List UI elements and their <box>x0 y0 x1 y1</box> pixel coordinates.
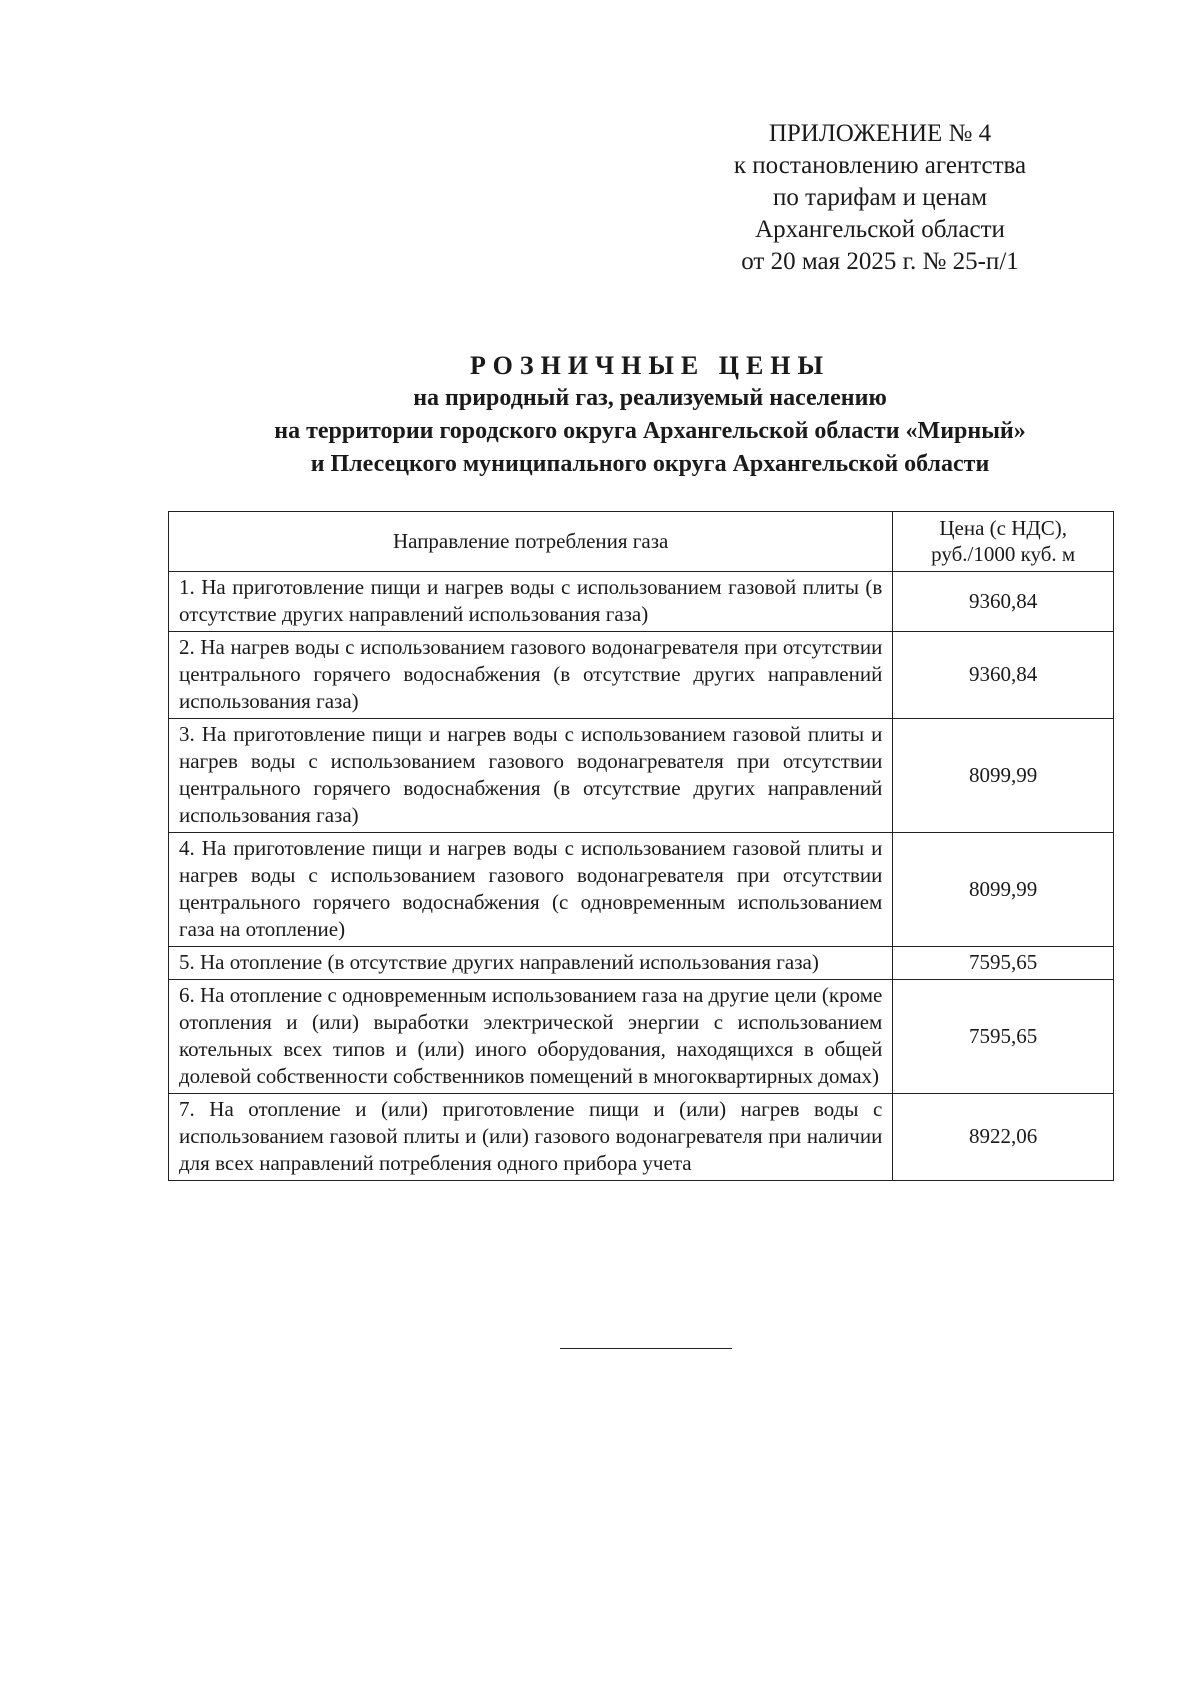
row-price-cell: 7595,65 <box>893 980 1114 1094</box>
row-price-cell: 8099,99 <box>893 719 1114 833</box>
table-row <box>169 572 1114 632</box>
appendix-reference-line: к постановлению агентства <box>733 152 1027 179</box>
column-header-direction: Направление потребления газа <box>169 512 893 572</box>
table-row <box>169 947 1114 980</box>
document-title: РОЗНИЧНЫЕ ЦЕНЫ <box>469 351 831 380</box>
row-direction-cell: 1. На приготовление пищи и нагрев воды с использованием газовой плиты (в отсутствие других направлений использования газа) <box>169 572 893 632</box>
row-direction-cell: 5. На отопление (в отсутствие других направлений использования газа) <box>169 947 893 980</box>
price-table <box>168 511 1114 1181</box>
table-row <box>169 833 1114 947</box>
document-subtitle-line: и Плесецкого муниципального округа Архангельской области <box>310 451 990 477</box>
document-title-block <box>120 350 1180 481</box>
row-direction-cell: 2. На нагрев воды с использованием газового водонагревателя при отсутствии центрального горячего водоснабжения (в отсутствие других направлений использования газа) <box>169 632 893 719</box>
row-direction-cell: 6. На отопление с одновременным использованием газа на другие цели (кроме отопления и (или) выработки электрической энергии с использованием котельных всех типов и (или) иного оборудования, находящихся в общей долевой собственности собственников помещений в многоквартирных домах) <box>169 980 893 1094</box>
table-row <box>169 980 1114 1094</box>
row-direction-cell: 7. На отопление и (или) приготовление пищи и (или) нагрев воды с использованием газовой плиты и (или) газового водонагревателя при наличии для всех направлений потребления одного прибора учета <box>169 1094 893 1181</box>
row-price-cell: 8922,06 <box>893 1094 1114 1181</box>
row-price-cell: 9360,84 <box>893 572 1114 632</box>
appendix-reference-line: Архангельской области <box>755 216 1005 243</box>
row-price-cell: 9360,84 <box>893 632 1114 719</box>
appendix-header <box>690 118 1070 278</box>
row-direction-cell: 4. На приготовление пищи и нагрев воды с использованием газовой плиты и нагрев воды с использованием газового водонагревателя при отсутствии центрального горячего водоснабжения (с одновременным использованием газа на отопление) <box>169 833 893 947</box>
row-price-cell: 7595,65 <box>893 947 1114 980</box>
row-price-cell: 8099,99 <box>893 833 1114 947</box>
appendix-reference-line: по тарифам и ценам <box>772 184 988 211</box>
row-direction-cell: 3. На приготовление пищи и нагрев воды с использованием газовой плиты и нагрев воды с использованием газового водонагревателя при отсутствии центрального горячего водоснабжения (в отсутствие других направлений использования газа) <box>169 719 893 833</box>
appendix-number: ПРИЛОЖЕНИЕ № 4 <box>768 120 992 147</box>
table-row <box>169 719 1114 833</box>
table-row <box>169 1094 1114 1181</box>
column-header-price-line: Цена (с НДС), <box>939 516 1067 540</box>
closing-divider <box>560 1348 732 1349</box>
column-header-price-unit: руб./1000 куб. м <box>931 542 1076 566</box>
appendix-date-number: от 20 мая 2025 г. № 25-п/1 <box>741 248 1019 275</box>
table-row <box>169 632 1114 719</box>
table-header-row <box>169 512 1114 572</box>
document-subtitle-line: на территории городского округа Архангельской области «Мирный» <box>274 418 1026 444</box>
document-subtitle-line: на природный газ, реализуемый населению <box>413 385 887 411</box>
column-header-price <box>893 512 1114 572</box>
